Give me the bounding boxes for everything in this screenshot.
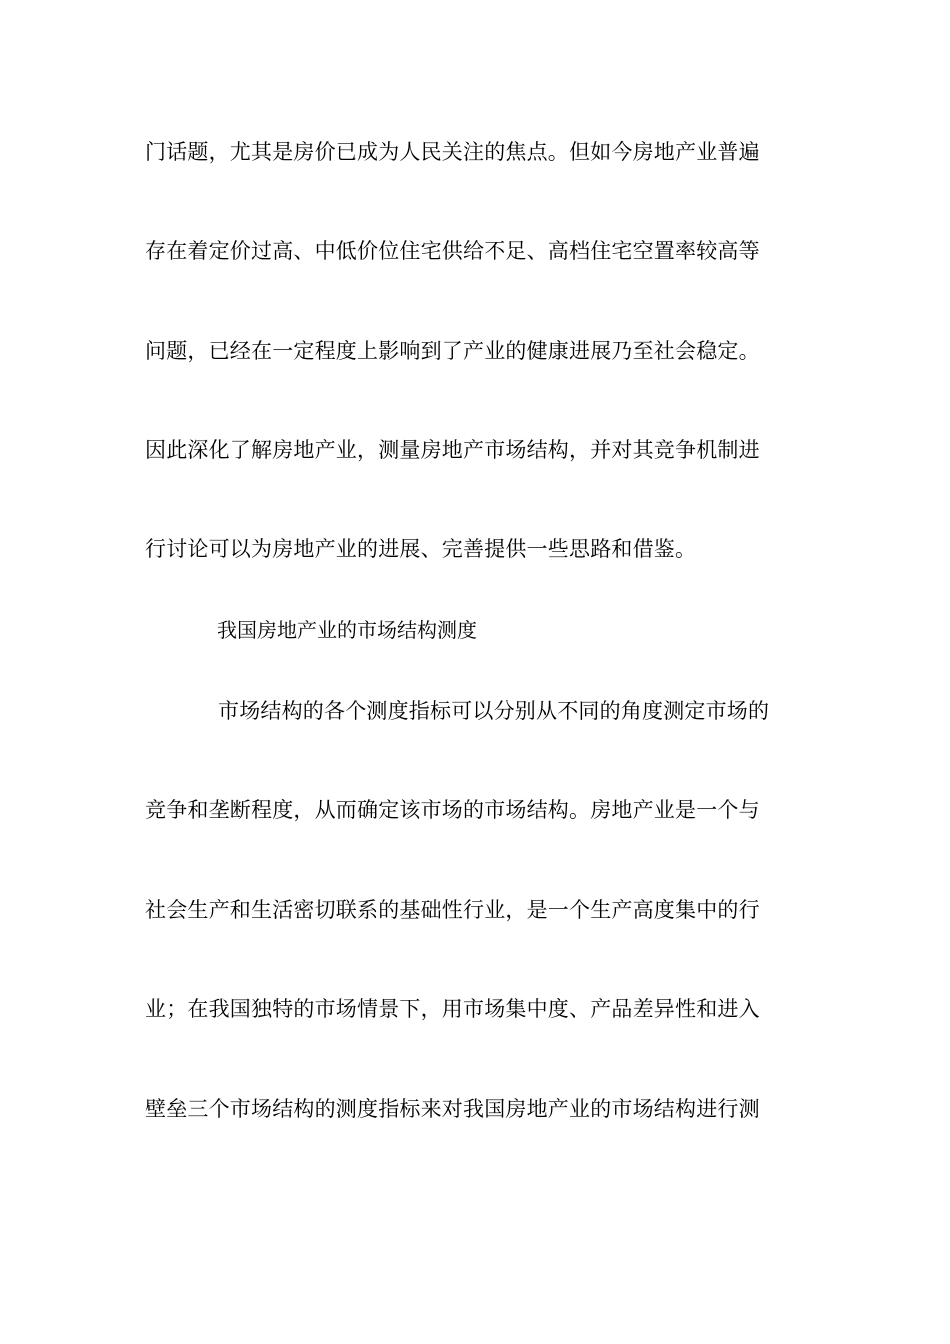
- paragraph-2-line-5: 壁垒三个市场结构的测度指标来对我国房地产业的市场结构进行测: [145, 1097, 760, 1121]
- section-heading: 我国房地产业的市场结构测度: [217, 618, 477, 642]
- paragraph-1-line-3: 问题，已经在一定程度上影响到了产业的健康进展乃至社会稳定。: [145, 339, 760, 363]
- paragraph-1-line-2: 存在着定价过高、中低价位住宅供给不足、高档住宅空置率较高等: [145, 239, 760, 263]
- paragraph-1-line-1: 门话题，尤其是房价已成为人民关注的焦点。但如今房地产业普遍: [145, 140, 760, 164]
- paragraph-2-line-3: 社会生产和生活密切联系的基础性行业，是一个生产高度集中的行: [145, 898, 760, 922]
- paragraph-2-line-4: 业；在我国独特的市场情景下，用市场集中度、产品差异性和进入: [145, 997, 760, 1021]
- paragraph-1-line-5: 行讨论可以为房地产业的进展、完善提供一些思路和借鉴。: [145, 537, 697, 561]
- paragraph-2-line-1: 市场结构的各个测度指标可以分别从不同的角度测定市场的: [218, 699, 770, 723]
- paragraph-2-line-2: 竞争和垄断程度，从而确定该市场的市场结构。房地产业是一个与: [145, 798, 760, 822]
- paragraph-1-line-4: 因此深化了解房地产业，测量房地产市场结构，并对其竞争机制进: [145, 438, 760, 462]
